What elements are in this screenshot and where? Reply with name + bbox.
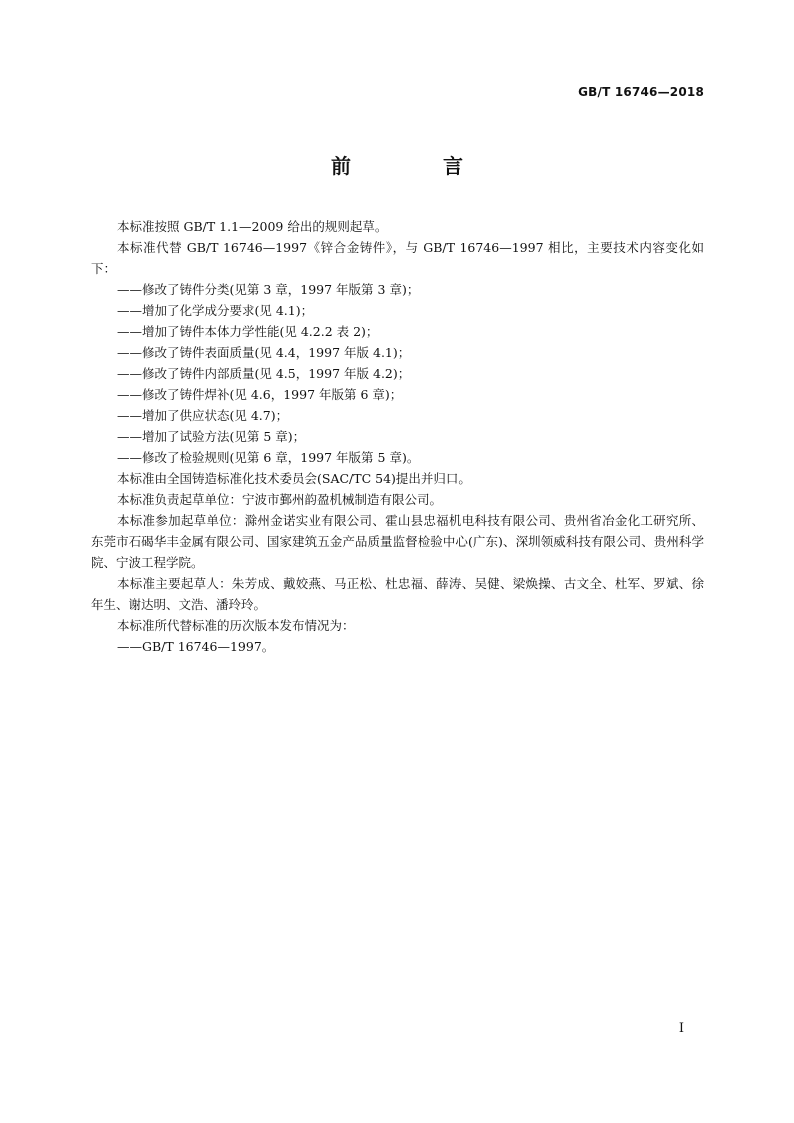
paragraph-drafting-rules: 本标准按照 GB/T 1.1—2009 给出的规则起草。 xyxy=(117,219,388,234)
paragraph-lead-drafter: 本标准负责起草单位：宁波市鄞州韵盈机械制造有限公司。 xyxy=(117,492,443,507)
change-item: ——增加了化学成分要求(见 4.1)； xyxy=(117,303,314,318)
foreword-body xyxy=(91,216,704,657)
change-item: ——修改了检验规则(见第 6 章，1997 年版第 5 章)。 xyxy=(117,450,420,465)
paragraph-history: 本标准所代替标准的历次版本发布情况为： xyxy=(117,618,355,633)
change-item: ——修改了铸件分类(见第 3 章，1997 年版第 3 章)； xyxy=(117,282,420,297)
paragraph-committee: 本标准由全国铸造标准化技术委员会(SAC/TC 54)提出并归口。 xyxy=(117,471,471,486)
paragraph-participating-units: 本标准参加起草单位：滁州金诺实业有限公司、霍山县忠福机电科技有限公司、贵州省冶金化工研究所、东莞市石碣华丰金属有限公司、国家建筑五金产品质量监督检验中心(广东)、深圳领威科技有限公司、贵州科学院、宁波工程学院。 xyxy=(91,513,704,570)
page-title: 前 言 xyxy=(331,154,499,178)
change-item: ——修改了铸件内部质量(见 4.5，1997 年版 4.2)； xyxy=(117,366,411,381)
paragraph-main-drafters: 本标准主要起草人：朱芳成、戴姣燕、马正松、杜忠福、薛涛、吴健、梁焕操、古文全、杜军、罗斌、徐年生、谢达明、文浩、潘玲玲。 xyxy=(91,576,704,612)
page-number: I xyxy=(678,1021,684,1036)
change-item: ——修改了铸件焊补(见 4.6，1997 年版第 6 章)； xyxy=(117,387,403,402)
standard-number: GB/T 16746—2018 xyxy=(578,85,704,99)
paragraph-replacement: 本标准代替 GB/T 16746—1997《锌合金铸件》，与 GB/T 16746—1997 相比，主要技术内容变化如下： xyxy=(91,240,704,276)
change-item: ——增加了试验方法(见第 5 章)； xyxy=(117,429,306,444)
change-item: ——修改了铸件表面质量(见 4.4，1997 年版 4.1)； xyxy=(117,345,411,360)
change-item: ——增加了铸件本体力学性能(见 4.2.2 表 2)； xyxy=(117,324,379,339)
history-item: ——GB/T 16746—1997。 xyxy=(117,639,275,654)
change-item: ——增加了供应状态(见 4.7)； xyxy=(117,408,289,423)
